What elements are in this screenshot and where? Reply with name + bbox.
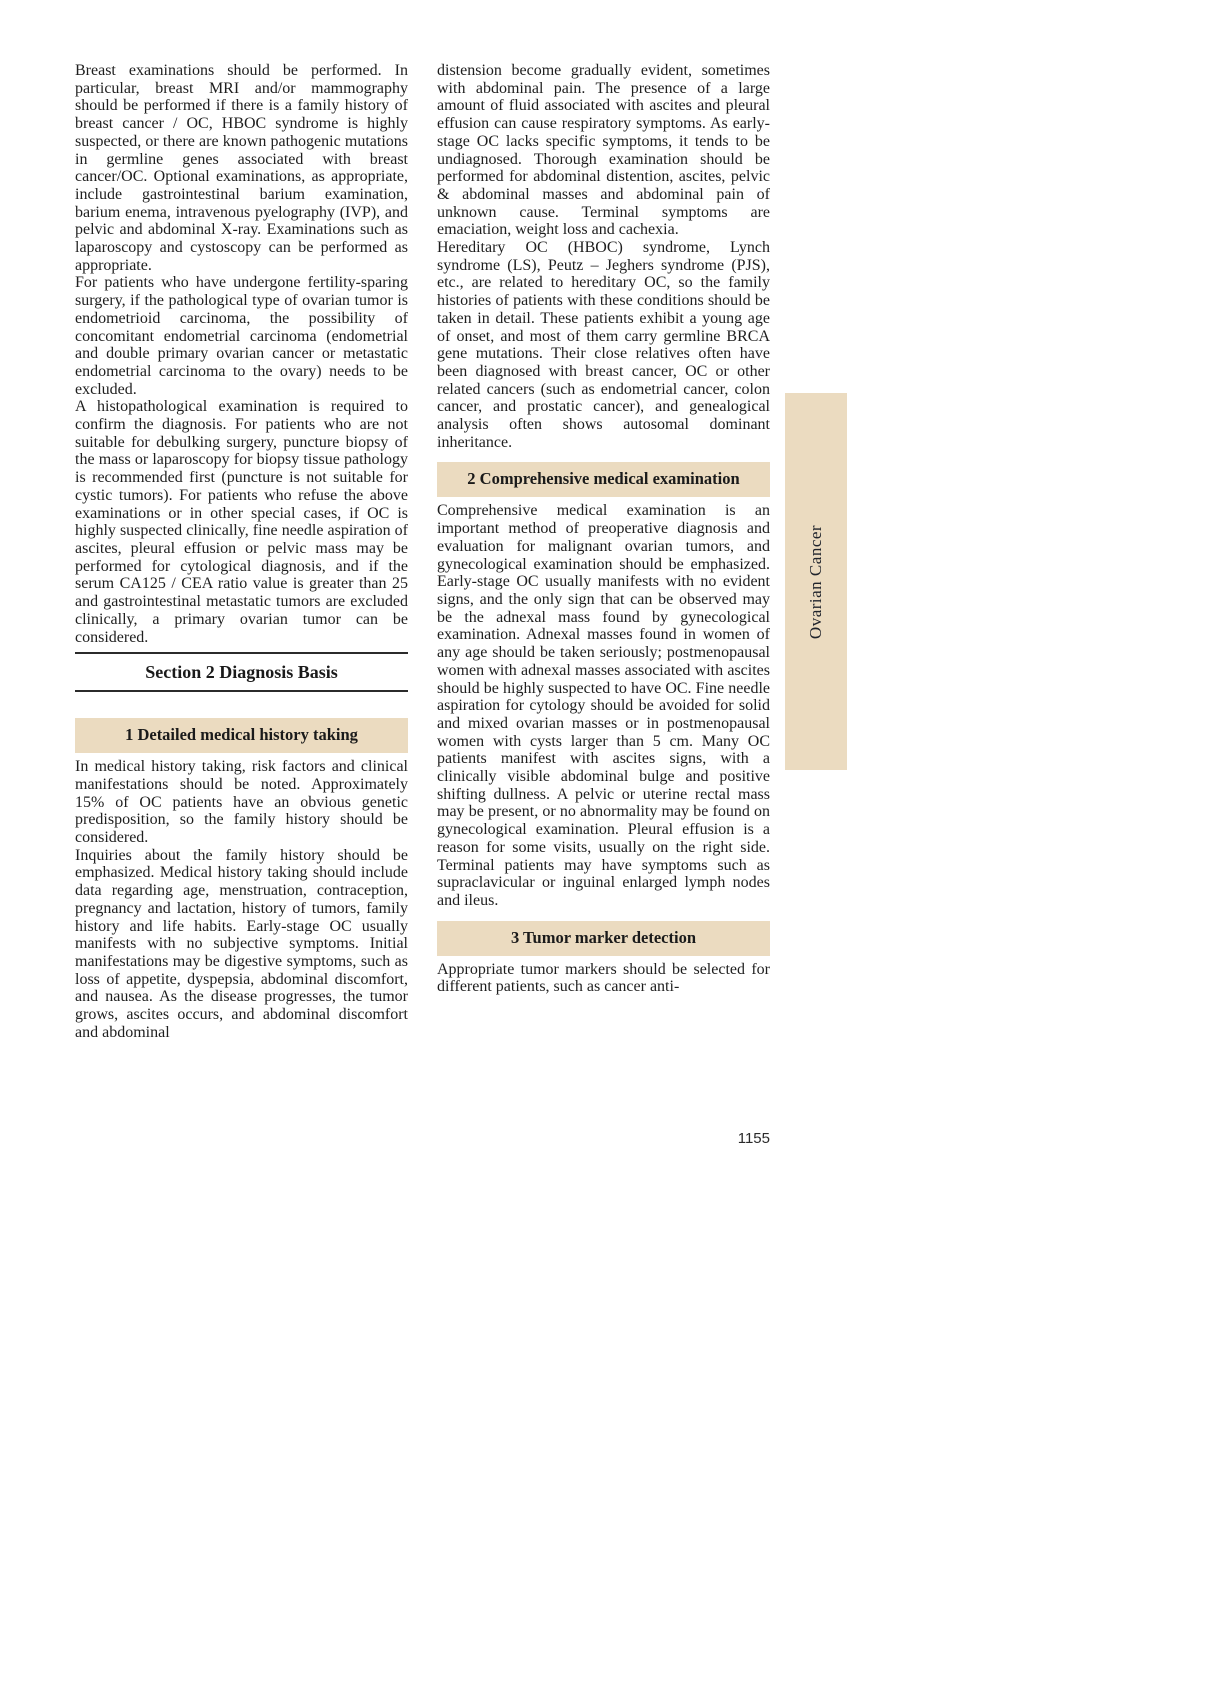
paragraph: Breast examinations should be performed. In particular, breast MRI and/or mammography should be performed if there is a family history of breast cancer / OC, HBOC syndrome is highly suspected, or there are known pathogenic mutations in germline genes associated with breast cancer/OC. Optional examinations, as appropriate, include gastrointestinal barium examination, barium enema, intravenous pyelography (IVP), and pelvic and abdominal X-ray. Examinations such as laparoscopy and cystoscopy can be performed as appropriate.: [75, 62, 408, 274]
subsection-heading: 3 Tumor marker detection: [437, 921, 770, 956]
section-heading-label: Section 2 Diagnosis Basis: [145, 662, 338, 683]
section-heading: [75, 652, 408, 692]
paragraph: Inquiries about the family history should be emphasized. Medical history taking should include data regarding age, menstruation, contraception, pregnancy and lactation, history of tumors, family history and life habits. Early-stage OC usually manifests with no subjective symptoms. Initial manifestations may be digestive symptoms, such as loss of appetite, dyspepsia, abdominal discomfort, and nausea. As the disease progresses, the tumor grows, ascites occurs, and abdominal discomfort and abdominal: [75, 846, 408, 1041]
paragraph: Comprehensive medical examination is an important method of preoperative diagnosis and evaluation for malignant ovarian tumors, and gynecological examination should be emphasized. Early-stage OC usually manifests with no evident signs, and the only sign that can be observed may be the adnexal mass found by gynecological examination. Adnexal masses found in women of any age should be taken seriously; postmenopausal women with adnexal masses associated with ascites should be highly suspected to have OC. Fine needle aspiration for cytology should be avoided for solid and mixed ovarian masses or in postmenopausal women with cysts larger than 5 cm. Many OC patients manifest with ascites signs, with a clinically visible abdominal bulge and positive shifting dullness. A pelvic or uterine rectal mass may be present, or no abnormality may be found on gynecological examination. Pleural effusion is a reason for some visits, usually on the right side. Terminal patients may have symptoms such as supraclavicular or inguinal enlarged lymph nodes and ileus.: [437, 502, 770, 909]
text-column-right: [437, 62, 770, 996]
text-column-left: [75, 62, 408, 1041]
paragraph: A histopathological examination is required to confirm the diagnosis. For patients who are not suitable for debulking surgery, puncture biopsy of the mass or laparoscopy for biopsy tissue pathology is recommended first (puncture is not suitable for cystic tumors). For patients who refuse the above examinations or in other special cases, if OC is highly suspected clinically, fine needle aspiration of ascites, pleural effusion or pelvic mass may be performed for cytological diagnosis, and if the serum CA125 / CEA ratio value is greater than 25 and gastrointestinal metastatic tumors are excluded clinically, a primary ovarian tumor can be considered.: [75, 398, 408, 646]
paragraph: Appropriate tumor markers should be selected for different patients, such as cancer anti-: [437, 960, 770, 996]
paragraph: In medical history taking, risk factors and clinical manifestations should be noted. Approximately 15% of OC patients have an obvious genetic predisposition, so the family history should be considered.: [75, 758, 408, 847]
chapter-side-tab: [785, 393, 847, 770]
subsection-heading: 1 Detailed medical history taking: [75, 718, 408, 753]
paragraph: For patients who have undergone fertility-sparing surgery, if the pathological type of ovarian tumor is endometrioid carcinoma, the possibility of concomitant endometrial carcinoma (endometrial and double primary ovarian cancer or metastatic endometrial carcinoma to the ovary) needs to be excluded.: [75, 274, 408, 398]
page-number: 1155: [737, 1130, 770, 1147]
paragraph: Hereditary OC (HBOC) syndrome, Lynch syndrome (LS), Peutz – Jeghers syndrome (PJS), etc., are related to hereditary OC, so the family histories of patients with these conditions should be taken in detail. These patients exhibit a young age of onset, and most of them carry germline BRCA gene mutations. Their close relatives often have been diagnosed with breast cancer, OC or other related cancers (such as endometrial cancer, colon cancer, and prostatic cancer), and genealogical analysis often shows autosomal dominant inheritance.: [437, 239, 770, 451]
chapter-side-tab-label: Ovarian Cancer: [806, 524, 826, 639]
subsection-heading: 2 Comprehensive medical examination: [437, 462, 770, 497]
paragraph: distension become gradually evident, sometimes with abdominal pain. The presence of a large amount of fluid associated with ascites and pleural effusion can cause respiratory symptoms. As early-stage OC lacks specific symptoms, it tends to be undiagnosed. Thorough examination should be performed for abdominal distention, ascites, pelvic & abdominal masses and abdominal pain of unknown cause. Terminal symptoms are emaciation, weight loss and cachexia.: [437, 62, 770, 239]
